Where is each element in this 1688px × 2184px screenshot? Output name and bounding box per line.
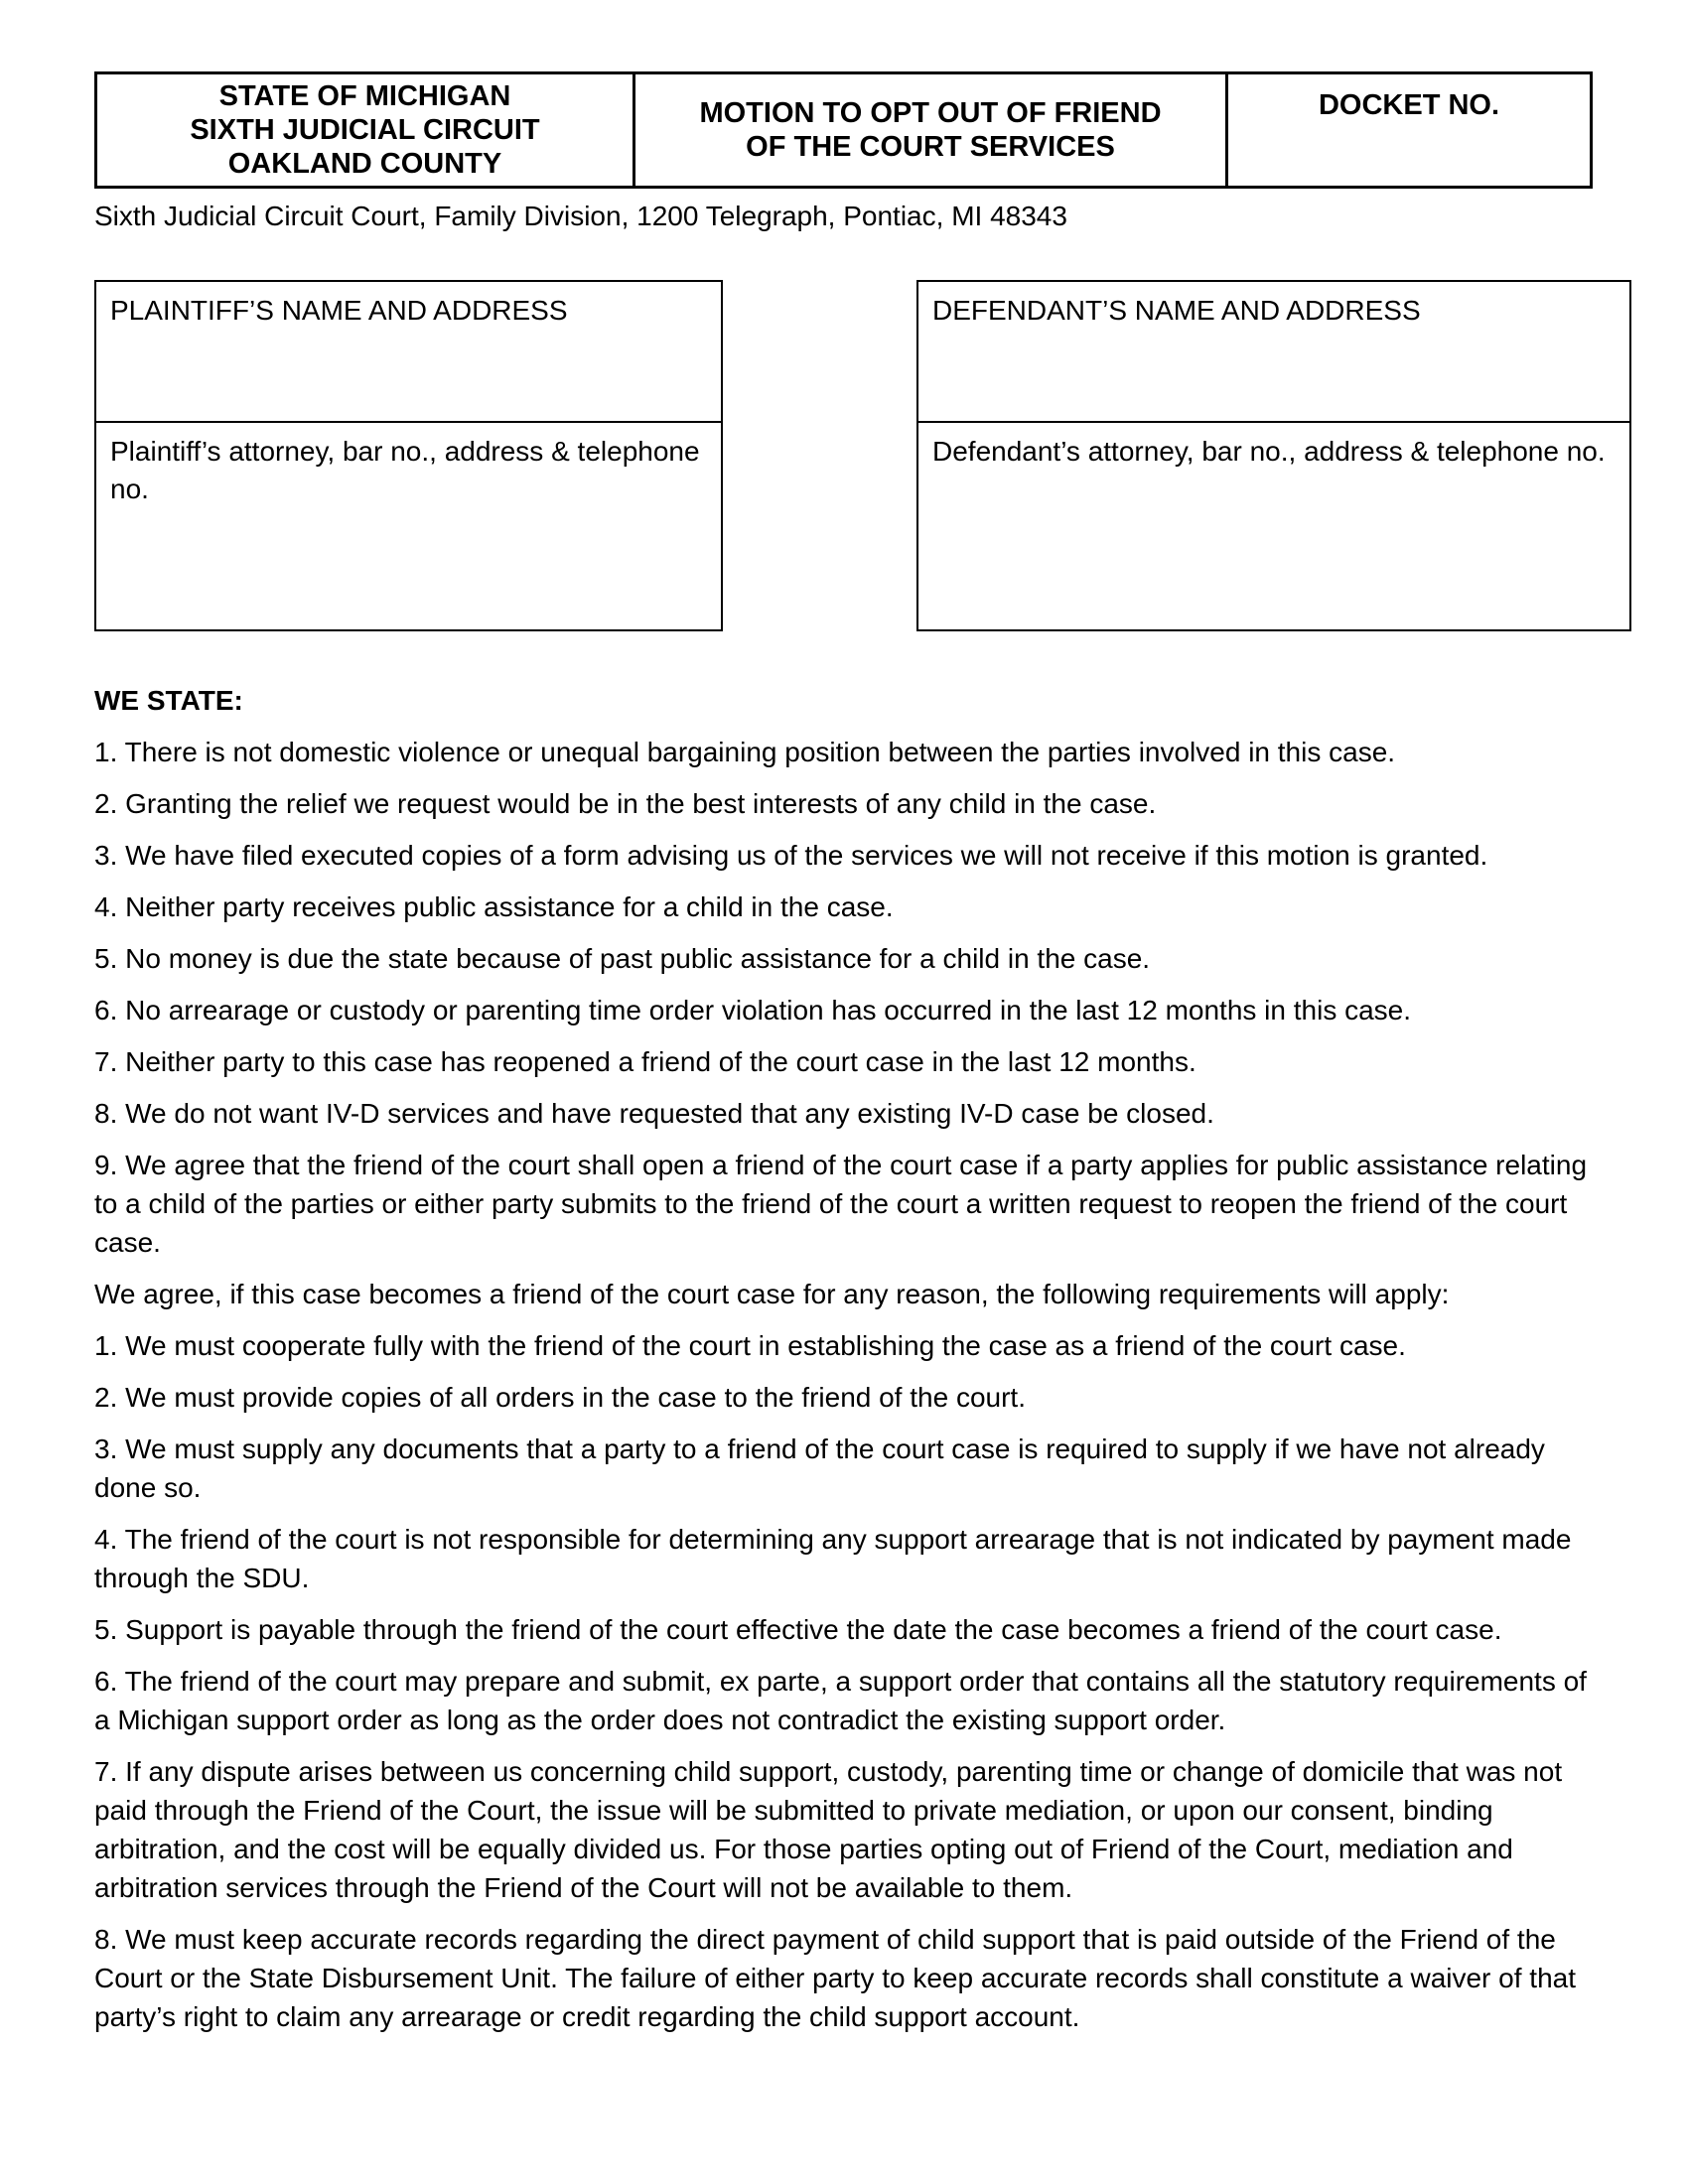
- form-title-box: [633, 71, 1228, 189]
- requirement-4: 4. The friend of the court is not responsible for determining any support arrearage that is not indicated by payment made through the SDU.: [94, 1524, 1572, 1593]
- statement-8: 8. We do not want IV-D services and have requested that any existing IV-D case be closed.: [94, 1098, 1214, 1129]
- motion-body: [94, 681, 1594, 2036]
- requirement-2: 2. We must provide copies of all orders in the case to the friend of the court.: [94, 1382, 1026, 1413]
- court-county-line: OAKLAND COUNTY: [227, 148, 502, 180]
- we-state-heading: WE STATE:: [94, 685, 243, 716]
- court-circuit-line: SIXTH JUDICIAL CIRCUIT: [190, 114, 540, 146]
- party-info-row: [94, 280, 1631, 631]
- requirement-3: 3. We must supply any documents that a party to a friend of the court case is required to supply if we have not already done so.: [94, 1433, 1545, 1503]
- statement-4: 4. Neither party receives public assistance for a child in the case.: [94, 891, 894, 922]
- plaintiff-attorney-field: [96, 423, 721, 629]
- plaintiff-box: [94, 280, 723, 631]
- statement-1: 1. There is not domestic violence or unequal bargaining position between the parties involved in this case.: [94, 737, 1396, 767]
- form-title-line-2: OF THE COURT SERVICES: [746, 131, 1115, 163]
- statement-6: 6. No arrearage or custody or parenting time order violation has occurred in the last 12 months in this case.: [94, 995, 1412, 1025]
- defendant-attorney-field: [918, 423, 1629, 629]
- defendant-attorney-label: Defendant’s attorney, bar no., address & telephone no.: [932, 436, 1606, 467]
- requirement-5: 5. Support is payable through the friend of the court effective the date the case becomes a friend of the court case.: [94, 1614, 1502, 1645]
- defendant-name-field: [918, 282, 1629, 423]
- docket-label: DOCKET NO.: [1318, 89, 1500, 121]
- defendant-name-label: DEFENDANT’S NAME AND ADDRESS: [932, 295, 1421, 326]
- plaintiff-name-field: [96, 282, 721, 423]
- defendant-box: [916, 280, 1631, 631]
- statement-2: 2. Granting the relief we request would be in the best interests of any child in the case.: [94, 788, 1157, 819]
- requirement-1: 1. We must cooperate fully with the friend of the court in establishing the case as a friend of the court case.: [94, 1330, 1406, 1361]
- court-name-box: [94, 71, 635, 189]
- court-address-line: Sixth Judicial Circuit Court, Family Division, 1200 Telegraph, Pontiac, MI 48343: [94, 201, 1067, 231]
- form-title-line-1: MOTION TO OPT OUT OF FRIEND: [699, 97, 1162, 129]
- docket-number-box: [1225, 71, 1593, 189]
- court-state-line: STATE OF MICHIGAN: [218, 80, 511, 112]
- plaintiff-attorney-label: Plaintiff’s attorney, bar no., address & telephone no.: [110, 436, 700, 504]
- requirement-7: 7. If any dispute arises between us concerning child support, custody, parenting time or change of domicile that was not paid through the Friend of the Court, the issue will be submitted to private mediation, or upon our consent, binding arbitration, and the cost will be equally divided us. For those parties opting out of Friend of the Court, mediation and arbitration services through the Friend of the Court will not be available to them.: [94, 1756, 1563, 1903]
- requirement-6: 6. The friend of the court may prepare and submit, ex parte, a support order that contains all the statutory requirements of a Michigan support order as long as the order does not contradict the existing support order.: [94, 1666, 1587, 1735]
- statement-5: 5. No money is due the state because of past public assistance for a child in the case.: [94, 943, 1151, 974]
- statement-9: 9. We agree that the friend of the court shall open a friend of the court case if a party applies for public assistance relating to a child of the parties or either party submits to the friend of the court a written request to reopen the friend of the court case.: [94, 1150, 1588, 1258]
- requirement-8: 8. We must keep accurate records regarding the direct payment of child support that is paid outside of the Friend of the Court or the State Disbursement Unit. The failure of either party to keep accurate records shall constitute a waiver of that party’s right to claim any arrearage or credit regarding the child support account.: [94, 1924, 1576, 2032]
- agreement-intro: We agree, if this case becomes a friend of the court case for any reason, the following requirements will apply:: [94, 1279, 1450, 1309]
- plaintiff-name-label: PLAINTIFF’S NAME AND ADDRESS: [110, 295, 568, 326]
- caption-header: [94, 71, 1596, 189]
- statement-7: 7. Neither party to this case has reopened a friend of the court case in the last 12 months.: [94, 1046, 1196, 1077]
- statement-3: 3. We have filed executed copies of a form advising us of the services we will not receive if this motion is granted.: [94, 840, 1488, 871]
